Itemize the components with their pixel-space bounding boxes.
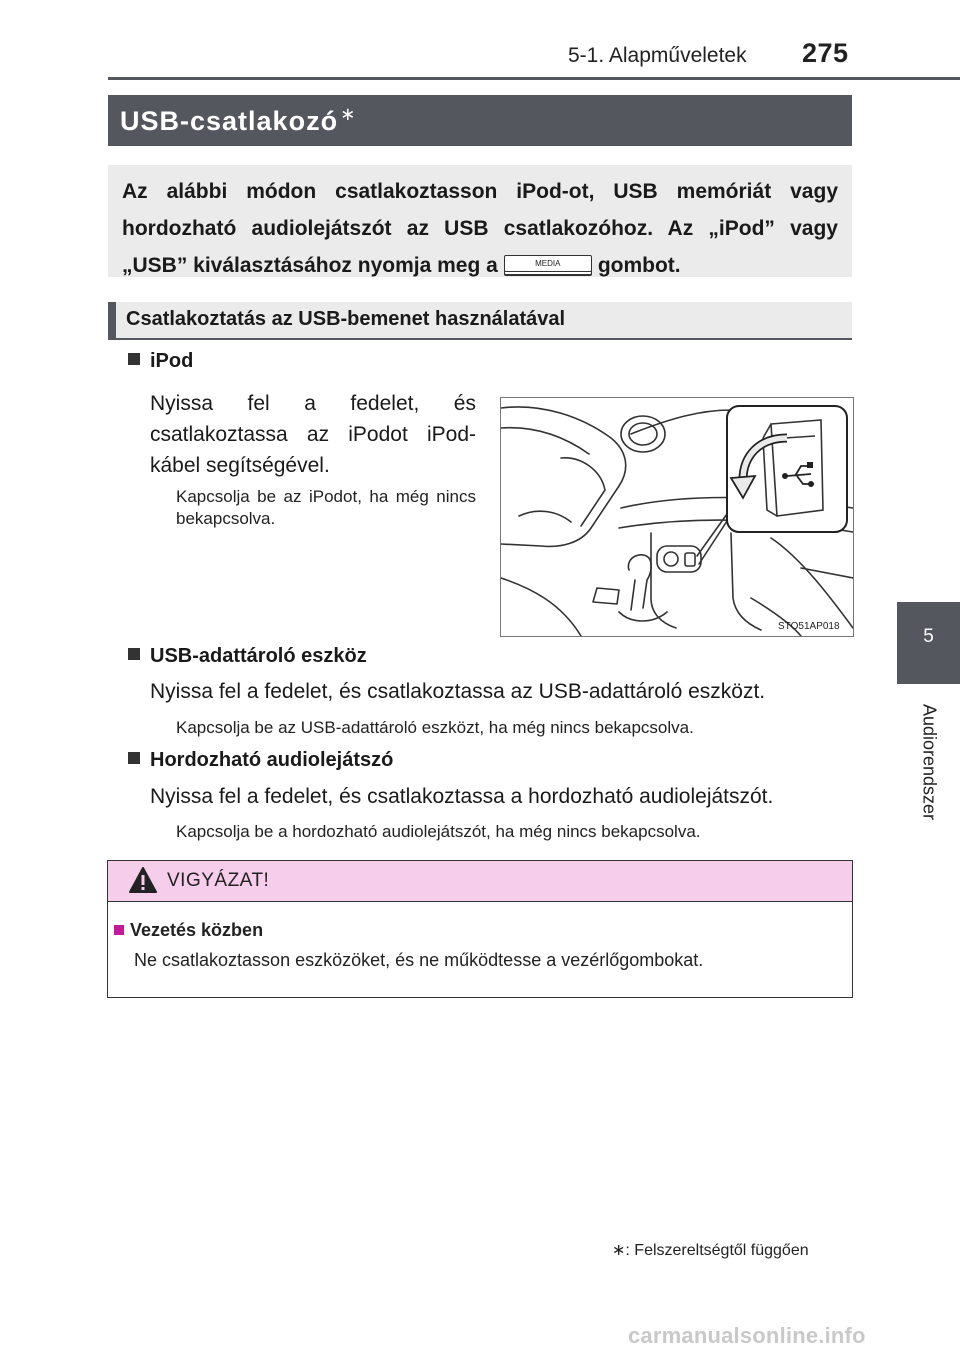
footnote-marker: ∗	[612, 1242, 626, 1259]
item-heading-ipod	[128, 350, 193, 373]
intro-text-before: Az alábbi módon csatlakoztasson iPod-ot, USB memóriát vagy hordozható audiolejátszót az USB csatlakozóhoz. Az „iPod” vagy „USB” kiválasztásához nyomja meg a	[122, 180, 838, 277]
dashboard-drawing	[501, 398, 853, 636]
item-note-usb: Kapcsolja be az USB-adattároló eszközt, ha még nincs bekapcsolva.	[176, 718, 694, 737]
warning-text: Ne csatlakoztasson eszközöket, és ne működtesse a vezérlőgombokat.	[134, 950, 704, 970]
warning-triangle-icon	[128, 866, 158, 899]
item-body-usb: Nyissa fel a fedelet, és csatlakoztassa az USB-adattároló eszközt.	[150, 680, 766, 703]
item-heading-text: iPod	[150, 350, 194, 372]
intro-text	[122, 173, 838, 284]
page-title-text: USB-csatlakozó	[120, 106, 339, 136]
bullet-square-icon	[114, 925, 124, 935]
warning-subheading-text: Vezetés közben	[130, 920, 264, 940]
subsection-accent	[108, 302, 116, 340]
item-heading-usb	[128, 645, 367, 668]
bullet-square-icon	[128, 752, 140, 764]
item-note-ipod: Kapcsolja be az iPodot, ha még nincs bekapcsolva.	[176, 487, 476, 528]
item-body-portable-player: Nyissa fel a fedelet, és csatlakoztassa a hordozható audiolejátszót.	[150, 785, 774, 808]
header-rule	[108, 77, 960, 80]
chapter-label: Audiorendszer	[919, 703, 940, 821]
bullet-square-icon	[128, 353, 140, 365]
page-title	[120, 104, 356, 137]
usb-port-illustration	[500, 397, 854, 637]
item-note-portable-player: Kapcsolja be a hordozható audiolejátszót, ha még nincs bekapcsolva.	[176, 822, 701, 841]
item-body-ipod: Nyissa fel a fedelet, és csatlakoztassa az iPodot iPod-kábel segítségével.	[150, 392, 476, 477]
item-heading-portable-player	[128, 749, 393, 772]
intro-text-after: gombot.	[597, 254, 681, 277]
footnote	[612, 1240, 809, 1260]
chapter-number: 5	[923, 626, 934, 647]
illustration-code: STO51AP018	[778, 621, 840, 632]
media-button-icon	[504, 255, 592, 272]
item-heading-text: USB-adattároló eszköz	[150, 645, 367, 667]
warning-title: VIGYÁZAT!	[167, 870, 270, 891]
optional-equipment-marker: ∗	[340, 104, 357, 124]
warning-subheading	[114, 920, 263, 941]
media-button-label: MEDIA	[535, 258, 561, 268]
subsection-title: Csatlakoztatás az USB-bemenet használatával	[126, 308, 566, 330]
section-title: 5-1. Alapműveletek	[568, 44, 747, 67]
page-number: 275	[802, 38, 849, 68]
item-heading-text: Hordozható audiolejátszó	[150, 749, 394, 771]
footnote-text: : Felszereltségtől függően	[625, 1242, 809, 1259]
bullet-square-icon	[128, 648, 140, 660]
subsection-rule	[108, 338, 852, 340]
watermark: carmanualsonline.info	[628, 1323, 866, 1348]
